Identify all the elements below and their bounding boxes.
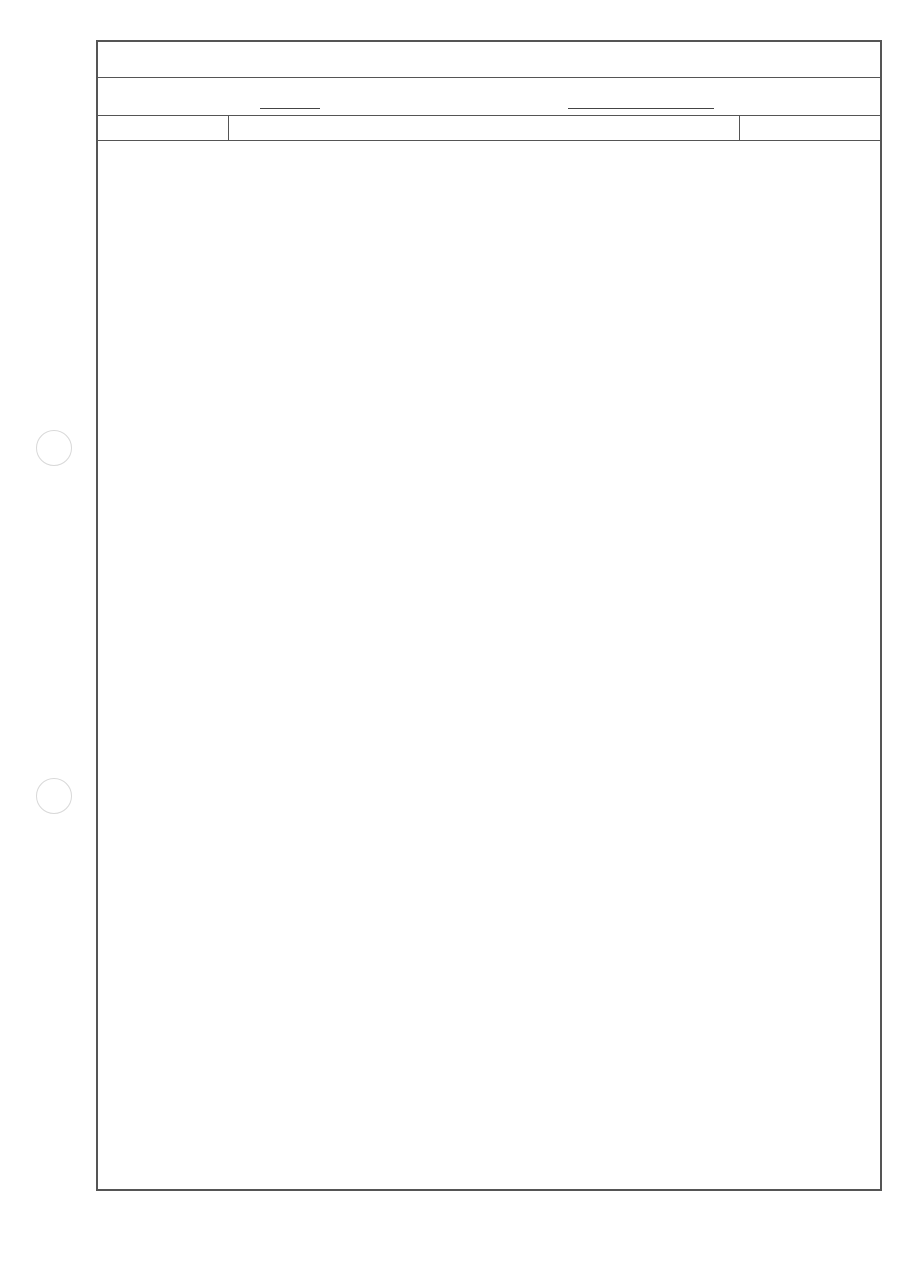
punch-hole-bottom	[36, 778, 72, 814]
header-subject	[98, 116, 229, 140]
table-header	[98, 116, 880, 141]
header-due-date	[740, 116, 880, 140]
punch-hole-top	[36, 430, 72, 466]
class-date-row	[98, 78, 880, 116]
header-content	[229, 116, 740, 140]
page-title	[98, 42, 880, 78]
date-field	[568, 86, 714, 109]
homework-diary-sheet	[96, 40, 882, 1191]
class-field	[260, 86, 320, 109]
